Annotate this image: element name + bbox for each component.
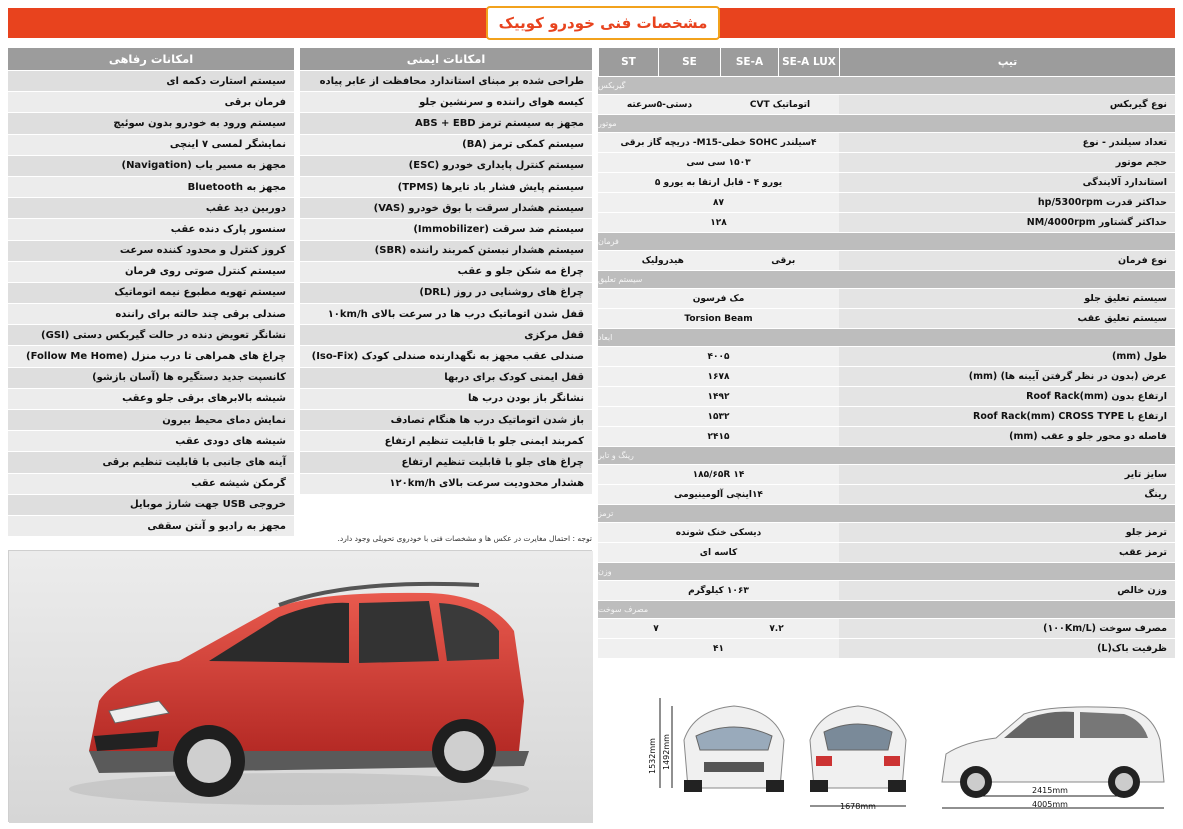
col-se-a-lux: SE-A LUX bbox=[778, 48, 839, 76]
safety-item: صندلی عقب مجهز به نگهدارنده صندلی کودک (Iso-Fix) bbox=[300, 346, 592, 367]
spec-row bbox=[598, 133, 1175, 153]
spec-row bbox=[598, 543, 1175, 563]
amenities-rows bbox=[8, 71, 294, 537]
safety-item: سیستم کمکی ترمز (BA) bbox=[300, 135, 592, 156]
spec-section-title: گیربکس bbox=[598, 77, 1175, 95]
amenity-item: کروز کنترل و محدود کننده سرعت bbox=[8, 241, 294, 262]
spec-value: برقی bbox=[771, 255, 796, 266]
spec-value: ۷.۲ bbox=[769, 623, 784, 634]
safety-item: سیستم هشدار سرقت با بوق خودرو (VAS) bbox=[300, 198, 592, 219]
spec-section-title: وزن bbox=[598, 563, 1175, 581]
amenity-item: نمایش دمای محیط بیرون bbox=[8, 410, 294, 431]
spec-values bbox=[598, 543, 839, 562]
spec-value: هیدرولیک bbox=[641, 255, 684, 266]
amenity-item: دوربین دید عقب bbox=[8, 198, 294, 219]
spec-label: استاندارد آلایندگی bbox=[839, 173, 1175, 192]
spec-row bbox=[598, 465, 1175, 485]
dimension-drawings bbox=[604, 670, 1175, 822]
spec-values bbox=[598, 639, 839, 658]
spec-value: ۴۱ bbox=[713, 643, 724, 654]
spec-value: کاسه ای bbox=[699, 547, 738, 558]
spec-row bbox=[598, 347, 1175, 367]
spec-values bbox=[598, 367, 839, 386]
spec-label: حجم موتور bbox=[839, 153, 1175, 172]
safety-item: چراغ مه شکن جلو و عقب bbox=[300, 262, 592, 283]
spec-header-row bbox=[598, 48, 1175, 76]
spec-value: ۱۶۷۸ bbox=[707, 371, 730, 382]
spec-row bbox=[598, 427, 1175, 447]
safety-item: مجهز به سیستم ترمز ABS + EBD bbox=[300, 113, 592, 134]
spec-values bbox=[598, 133, 839, 152]
col-se: SE bbox=[658, 48, 720, 76]
amenity-item: خروجی USB جهت شارژ موبایل bbox=[8, 495, 294, 516]
spec-row bbox=[598, 153, 1175, 173]
spec-values bbox=[598, 485, 839, 504]
spec-section-title: ابعاد bbox=[598, 329, 1175, 347]
title-box bbox=[486, 6, 720, 40]
spec-value: ۲۴۱۵ bbox=[707, 431, 730, 442]
spec-section-title: موتور bbox=[598, 115, 1175, 133]
car-illustration bbox=[9, 551, 593, 823]
safety-item: سیستم پایش فشار باد تایرها (TPMS) bbox=[300, 177, 592, 198]
col-type: تیپ bbox=[839, 48, 1175, 76]
spec-value: ۱۵۰۳ سی سی bbox=[686, 157, 751, 168]
spec-label: نوع فرمان bbox=[839, 251, 1175, 270]
safety-header: امکانات ایمنی bbox=[300, 48, 592, 70]
amenity-item: مجهز به رادیو و آنتن سقفی bbox=[8, 516, 294, 537]
spec-value: Torsion Beam bbox=[684, 313, 753, 324]
spec-values bbox=[598, 619, 839, 638]
spec-row bbox=[598, 289, 1175, 309]
spec-row bbox=[598, 619, 1175, 639]
spec-label: فاصله دو محور جلو و عقب (mm) bbox=[839, 427, 1175, 446]
spec-values bbox=[598, 251, 839, 270]
spec-body bbox=[598, 77, 1175, 659]
amenity-item: نمایشگر لمسی ۷ اینچی bbox=[8, 135, 294, 156]
spec-value: ۴۰۰۵ bbox=[707, 351, 730, 362]
safety-item: قفل مرکزی bbox=[300, 325, 592, 346]
spec-row bbox=[598, 251, 1175, 271]
col-se-a: SE-A bbox=[720, 48, 778, 76]
spec-values bbox=[598, 387, 839, 406]
safety-item: نشانگر باز بودن درب ها bbox=[300, 389, 592, 410]
safety-list bbox=[300, 48, 592, 495]
dim-length: 4005mm bbox=[1032, 800, 1068, 809]
spec-row bbox=[598, 173, 1175, 193]
spec-section-title: مصرف سوخت bbox=[598, 601, 1175, 619]
spec-label: رینگ bbox=[839, 485, 1175, 504]
spec-label: نوع گیربکس bbox=[839, 95, 1175, 114]
spec-value: ۱۰۶۳ کیلوگرم bbox=[688, 585, 749, 596]
amenity-item: شیشه های دودی عقب bbox=[8, 431, 294, 452]
amenity-item: سیستم استارت دکمه ای bbox=[8, 71, 294, 92]
spec-value: ۱۴اینچی آلومینیومی bbox=[674, 489, 763, 500]
spec-label: تعداد سیلندر - نوع bbox=[839, 133, 1175, 152]
dim-width: 1678mm bbox=[840, 802, 876, 811]
spec-values bbox=[598, 427, 839, 446]
spec-value: ۷ bbox=[653, 623, 659, 634]
spec-label: سیستم تعلیق عقب bbox=[839, 309, 1175, 328]
amenity-item: نشانگر تعویض دنده در حالت گیربکس دستی (GSI) bbox=[8, 325, 294, 346]
spec-label: سایز تایر bbox=[839, 465, 1175, 484]
car-dimension-views bbox=[604, 670, 1175, 822]
spec-label: ارتفاع با Roof Rack(mm) CROSS TYPE bbox=[839, 407, 1175, 426]
spec-row bbox=[598, 639, 1175, 659]
spec-values bbox=[598, 581, 839, 600]
spec-values bbox=[598, 407, 839, 426]
spec-label: ظرفیت باک(L) bbox=[839, 639, 1175, 658]
spec-value: ۸۷ bbox=[713, 197, 724, 208]
spec-label: عرض (بدون در نظر گرفتن آیینه ها) (mm) bbox=[839, 367, 1175, 386]
spec-values bbox=[598, 347, 839, 366]
spec-row bbox=[598, 407, 1175, 427]
dim-height-roof: 1532mm bbox=[648, 738, 657, 774]
spec-value: مک فرسون bbox=[692, 293, 745, 304]
safety-item: چراغ های جلو با قابلیت تنظیم ارتفاع bbox=[300, 452, 592, 473]
safety-item: قفل ایمنی کودک برای دربها bbox=[300, 368, 592, 389]
spec-section-title: سیستم تعلیق bbox=[598, 271, 1175, 289]
spec-value: ۱۲۸ bbox=[710, 217, 727, 228]
spec-label: سیستم تعلیق جلو bbox=[839, 289, 1175, 308]
spec-row bbox=[598, 213, 1175, 233]
amenities-list bbox=[8, 48, 294, 537]
spec-label: ترمز عقب bbox=[839, 543, 1175, 562]
safety-item: طراحی شده بر مبنای استاندارد محافظت از عابر پیاده bbox=[300, 71, 592, 92]
spec-value: دیسکی خنک شونده bbox=[675, 527, 762, 538]
amenity-item: سنسور پارک دنده عقب bbox=[8, 219, 294, 240]
amenity-item: آینه های جانبی با قابلیت تنظیم برقی bbox=[8, 452, 294, 473]
safety-item: کیسه هوای راننده و سرنشین جلو bbox=[300, 92, 592, 113]
spec-row bbox=[598, 581, 1175, 601]
amenity-item: سیستم کنترل صوتی روی فرمان bbox=[8, 262, 294, 283]
spec-value: ۴سیلندر SOHC خطی-M15- دریچه گاز برقی bbox=[620, 137, 817, 148]
spec-row bbox=[598, 387, 1175, 407]
spec-value: اتوماتیک CVT bbox=[749, 99, 811, 110]
safety-rows bbox=[300, 71, 592, 495]
safety-item: قفل شدن اتوماتیک درب ها در سرعت بالای ۱۰km/h bbox=[300, 304, 592, 325]
amenity-item: مجهز به Bluetooth bbox=[8, 177, 294, 198]
safety-item: سیستم ضد سرقت (Immobilizer) bbox=[300, 219, 592, 240]
spec-label: ارتفاع بدون Roof Rack(mm) bbox=[839, 387, 1175, 406]
spec-row bbox=[598, 485, 1175, 505]
spec-value: دستی-۵سرعته bbox=[626, 99, 693, 110]
car-photo bbox=[8, 550, 592, 822]
safety-item: کمربند ایمنی جلو با قابلیت تنظیم ارتفاع bbox=[300, 431, 592, 452]
page-title: مشخصات فنی خودرو کوییک bbox=[498, 14, 708, 32]
amenity-item: صندلی برقی چند حالته برای راننده bbox=[8, 304, 294, 325]
safety-item: باز شدن اتوماتیک درب ها هنگام تصادف bbox=[300, 410, 592, 431]
amenity-item: فرمان برقی bbox=[8, 92, 294, 113]
amenity-item: مجهز به مسیر یاب (Navigation) bbox=[8, 156, 294, 177]
safety-item: سیستم هشدار نبستن کمربند راننده (SBR) bbox=[300, 241, 592, 262]
amenities-header: امکانات رفاهی bbox=[8, 48, 294, 70]
spec-label: مصرف سوخت (۱۰۰Km/L) bbox=[839, 619, 1175, 638]
spec-row bbox=[598, 367, 1175, 387]
spec-section-title: رینگ و تایر bbox=[598, 447, 1175, 465]
spec-table bbox=[598, 48, 1175, 659]
spec-row bbox=[598, 523, 1175, 543]
spec-value: یورو ۴ - قابل ارتقا به یورو ۵ bbox=[654, 177, 783, 188]
amenity-item: کانسپت جدید دستگیره ها (آسان بازشو) bbox=[8, 368, 294, 389]
spec-label: طول (mm) bbox=[839, 347, 1175, 366]
amenity-item: سیستم تهویه مطبوع نیمه اتوماتیک bbox=[8, 283, 294, 304]
safety-item: سیستم کنترل پایداری خودرو (ESC) bbox=[300, 156, 592, 177]
spec-row bbox=[598, 95, 1175, 115]
amenity-item: شیشه بالابرهای برقی جلو وعقب bbox=[8, 389, 294, 410]
spec-values bbox=[598, 523, 839, 542]
spec-section-title: فرمان bbox=[598, 233, 1175, 251]
spec-value: ۱۴۹۲ bbox=[707, 391, 730, 402]
spec-value: ۱۸۵/۶۵R ۱۴ bbox=[692, 469, 745, 480]
spec-values bbox=[598, 289, 839, 308]
spec-values bbox=[598, 465, 839, 484]
dim-height-noroof: 1492mm bbox=[662, 734, 671, 770]
amenity-item: گرمکن شیشه عقب bbox=[8, 474, 294, 495]
spec-values bbox=[598, 309, 839, 328]
spec-label: ترمز جلو bbox=[839, 523, 1175, 542]
amenity-item: سیستم ورود به خودرو بدون سوئیچ bbox=[8, 113, 294, 134]
safety-item: چراغ های روشنایی در روز (DRL) bbox=[300, 283, 592, 304]
spec-label: حداکثر قدرت hp/5300rpm bbox=[839, 193, 1175, 212]
disclaimer-note: توجه : احتمال مغایرت در عکس ها و مشخصات فنی با خودروی تحویلی وجود دارد. bbox=[337, 534, 592, 543]
safety-item: هشدار محدودیت سرعت بالای ۱۲۰km/h bbox=[300, 474, 592, 495]
spec-values bbox=[598, 173, 839, 192]
spec-values bbox=[598, 95, 839, 114]
spec-values bbox=[598, 213, 839, 232]
spec-row bbox=[598, 309, 1175, 329]
spec-values bbox=[598, 193, 839, 212]
spec-section-title: ترمز bbox=[598, 505, 1175, 523]
col-st: ST bbox=[598, 48, 658, 76]
dim-wheelbase: 2415mm bbox=[1032, 786, 1068, 795]
amenity-item: چراغ های همراهی تا درب منزل (Follow Me Home) bbox=[8, 346, 294, 367]
spec-values bbox=[598, 153, 839, 172]
spec-row bbox=[598, 193, 1175, 213]
spec-label: وزن خالص bbox=[839, 581, 1175, 600]
spec-value: ۱۵۳۲ bbox=[707, 411, 730, 422]
spec-label: حداکثر گشتاور NM/4000rpm bbox=[839, 213, 1175, 232]
